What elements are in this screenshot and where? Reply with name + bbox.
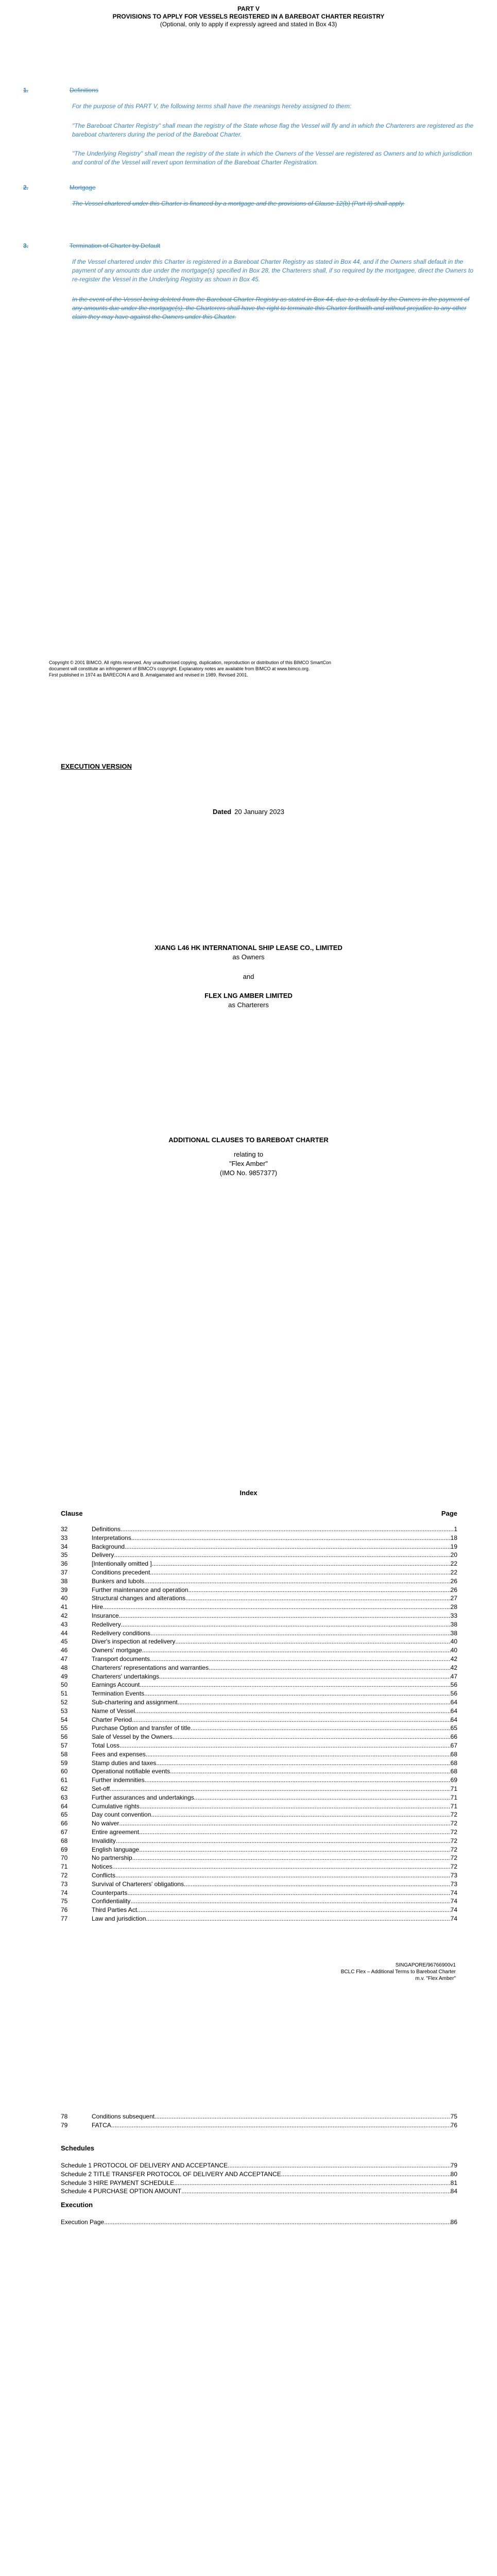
page-number: 74 — [450, 1897, 457, 1905]
page-number: 18 — [450, 1534, 457, 1541]
leader-dots — [131, 1534, 451, 1542]
index-row — [61, 1698, 457, 1706]
page-number: 81 — [450, 2179, 457, 2187]
page-number: 28 — [450, 1603, 457, 1611]
schedule-title: Schedule 3 HIRE PAYMENT SCHEDULE — [61, 2179, 175, 2187]
leader-dots — [116, 1837, 451, 1845]
page-header: Page — [441, 1510, 457, 1517]
page-number: 72 — [450, 1845, 457, 1853]
leader-dots — [121, 1525, 454, 1533]
leader-dots — [188, 1586, 450, 1594]
index-row — [61, 1672, 457, 1681]
page-number: 64 — [450, 1716, 457, 1723]
index-row — [61, 1681, 457, 1689]
leader-dots — [170, 1767, 451, 1775]
clause-number: 43 — [61, 1620, 68, 1628]
index-row — [61, 1880, 457, 1888]
page-number: 42 — [450, 1655, 457, 1663]
page-number: 1 — [454, 1526, 457, 1533]
page-number: 72 — [450, 1820, 457, 1827]
clause-title: Sub-chartering and assignment — [92, 1699, 178, 1706]
index-row — [61, 1862, 457, 1871]
leader-dots — [194, 1793, 451, 1802]
clause-title: Further maintenance and operation — [92, 1586, 188, 1594]
page-number: 73 — [450, 1872, 457, 1879]
cover-page — [0, 762, 497, 1340]
clause-title: Confidentiality — [92, 1897, 131, 1905]
part-v-title: PART V PROVISIONS TO APPLY FOR VESSELS REGISTERED IN A BAREBOAT CHARTER REGISTRY — [112, 5, 385, 20]
index-row — [61, 1837, 457, 1845]
leader-dots — [174, 2179, 451, 2187]
clause-number: 69 — [61, 1845, 68, 1853]
index-row — [61, 1776, 457, 1784]
page-number: 20 — [450, 1551, 457, 1559]
leader-dots — [111, 2121, 451, 2129]
clause-number: 39 — [61, 1586, 68, 1594]
page-number: 72 — [450, 1811, 457, 1819]
clause-number: 75 — [61, 1897, 68, 1905]
leader-dots — [140, 1681, 450, 1689]
clause-number: 48 — [61, 1664, 68, 1671]
clause-title: Charter Period — [92, 1716, 132, 1723]
page-number: 22 — [450, 1569, 457, 1576]
index-row — [61, 1802, 457, 1810]
clause-title: Interpretations — [92, 1534, 131, 1541]
copyright-notice: Copyright © 2001 BIMCO. All rights reserved. Any unauthorised copying, duplication, reproduction or distribution of this BIMCO SmartCon document will constitute an infringement of BIMCO's copyright. Explanatory notes are available from BIMCO at www.bimco.org. First published in 1974 as BARECON A and B. Amalgamated and revised in 1989. Revised 2001. — [49, 660, 331, 677]
leader-dots — [150, 1568, 450, 1577]
index-row — [61, 1819, 457, 1827]
clause-title: Counterparts — [92, 1889, 128, 1896]
clause-number: 33 — [61, 1534, 68, 1541]
clause-title: Bunkers and lubols — [92, 1577, 145, 1585]
leader-dots — [146, 1750, 451, 1758]
index-row — [61, 1785, 457, 1793]
index-row — [61, 1525, 457, 1533]
clause-number: 35 — [61, 1551, 68, 1559]
clause-title: Conflicts — [92, 1872, 116, 1879]
page-number: 74 — [450, 1915, 457, 1922]
clause-number: 32 — [61, 1526, 68, 1533]
clause-title: Name of Vessel — [92, 1707, 135, 1715]
section-2-para-1: The Vessel chartered under this Charter is financed by a mortgage and the provisions of Clause 12(b) (Part II) shall apply. — [72, 200, 405, 207]
leader-dots — [175, 1637, 450, 1646]
additional-clauses-title: ADDITIONAL CLAUSES TO BAREBOAT CHARTER — [168, 1136, 329, 1144]
page-number: 42 — [450, 1664, 457, 1671]
leader-dots — [144, 1577, 451, 1585]
clause-title: Notices — [92, 1863, 113, 1871]
index-row — [61, 1560, 457, 1568]
clause-number: 64 — [61, 1802, 68, 1810]
section-1-para-2: "The Bareboat Charter Registry" shall mean the registry of the State whose flag the Vessel will fly and in which the Charterers are registered as the bareboat charterers during the period of the Bareboat Charter. — [72, 122, 474, 138]
page-number: 22 — [450, 1560, 457, 1568]
clause-number: 79 — [61, 2121, 68, 2129]
clause-title: Definitions — [92, 1526, 121, 1533]
clause-title: Termination Events — [92, 1690, 145, 1698]
clause-title: Day count convention — [92, 1811, 151, 1819]
clause-title: Law and jurisdiction — [92, 1915, 146, 1922]
page-footer-1: SINGAPORE/96766900v1 BCLC Flex – Additional Terms to Bareboat Charter m.v. "Flex Amber" — [340, 1962, 456, 1981]
index-row — [61, 1568, 457, 1577]
leader-dots — [139, 1845, 451, 1854]
index-row — [61, 1707, 457, 1715]
page-number: 71 — [450, 1785, 457, 1792]
execution-page-row: Execution Page ..... 86 — [61, 2218, 457, 2226]
page-number: 38 — [450, 1620, 457, 1628]
leader-dots — [137, 1906, 451, 1914]
clause-title: Fees and expenses — [92, 1750, 146, 1758]
clause-title: Conditions precedent — [92, 1569, 150, 1576]
index-row — [61, 1810, 457, 1819]
clause-number: 51 — [61, 1690, 68, 1698]
index-row — [61, 1828, 457, 1836]
clause-title: Sale of Vessel by the Owners — [92, 1733, 173, 1741]
clause-title: Further assurances and undertakings — [92, 1793, 194, 1801]
clause-number: 53 — [61, 1707, 68, 1715]
schedule-title: Schedule 2 TITLE TRANSFER PROTOCOL OF DELIVERY AND ACCEPTANCE — [61, 2170, 281, 2178]
section-3-para-1: If the Vessel chartered under this Charter is registered in a Bareboat Charter Registry as stated in Box 44, and if the Owners shall default in the payment of any amounts due under the mortgage(s) specified in Box 28, the Charterers shall, if so required by the mortgagee, direct the Owners to re-register the Vessel in the Underlying Registry as shown in Box 45. — [72, 258, 474, 283]
clause-number: 44 — [61, 1629, 68, 1637]
page-number: 69 — [450, 1776, 457, 1784]
page-number: 68 — [450, 1759, 457, 1767]
index-row — [61, 1543, 457, 1551]
leader-dots — [228, 2161, 451, 2170]
page-number: 74 — [450, 1889, 457, 1896]
clause-title: Structural changes and alterations — [92, 1595, 186, 1602]
index-row — [61, 1594, 457, 1602]
dated-line: Dated 20 January 2023 — [213, 808, 284, 816]
clause-title: [Intentionally omitted ] — [92, 1560, 152, 1568]
page-number: 71 — [450, 1802, 457, 1810]
leader-dots — [114, 1551, 450, 1559]
leader-dots — [152, 1560, 451, 1568]
relating-block: relating to "Flex Amber" (IMO No. 9857377) — [219, 1150, 278, 1177]
index-row — [61, 1914, 457, 1923]
clause-number: 57 — [61, 1742, 68, 1749]
section-1-para-1: For the purpose of this PART V, the following terms shall have the meanings hereby assigned to them: — [72, 103, 352, 110]
leader-dots — [146, 1914, 450, 1923]
clause-title: Hire — [92, 1603, 104, 1611]
page-number: 66 — [450, 1733, 457, 1741]
leader-dots — [121, 1620, 451, 1629]
leader-dots — [181, 2187, 451, 2195]
page-number: 26 — [450, 1577, 457, 1585]
leader-dots — [159, 1672, 451, 1681]
clause-title: FATCA — [92, 2121, 111, 2129]
clause-title: Stamp duties and taxes — [92, 1759, 157, 1767]
page-number: 72 — [450, 1828, 457, 1836]
page-number: 47 — [450, 1672, 457, 1680]
clause-title: Redelivery conditions — [92, 1629, 151, 1637]
execution-heading: Execution — [61, 2201, 93, 2209]
clause-title: Third Parties Act — [92, 1906, 138, 1914]
page-number: 84 — [450, 2188, 457, 2195]
clause-title: Conditions subsequent — [92, 2113, 155, 2120]
leader-dots — [119, 1819, 450, 1827]
leader-dots — [144, 1689, 451, 1698]
index-row — [61, 1655, 457, 1663]
clause-number: 78 — [61, 2113, 68, 2120]
clause-title: No waiver — [92, 1820, 119, 1827]
leader-dots — [178, 1698, 451, 1706]
page-number: 72 — [450, 1863, 457, 1871]
leader-dots — [184, 1880, 451, 1888]
index-row — [61, 1871, 457, 1879]
clause-title: Background — [92, 1543, 125, 1550]
clause-number: 72 — [61, 1872, 68, 1879]
page-number: 76 — [450, 2121, 457, 2129]
index-row — [61, 1603, 457, 1611]
leader-dots — [140, 1802, 451, 1810]
and-text: and — [243, 973, 254, 980]
leader-dots — [191, 1724, 451, 1732]
page-number: 19 — [450, 1543, 457, 1550]
page-number: 26 — [450, 1586, 457, 1594]
clause-title: Charterers' representations and warranties — [92, 1664, 209, 1671]
page-number: 75 — [450, 2113, 457, 2120]
clause-title: Entire agreement — [92, 1828, 140, 1836]
leader-dots — [142, 1646, 451, 1654]
leader-dots — [139, 1828, 451, 1836]
leader-dots — [132, 1854, 451, 1862]
page-number: 71 — [450, 1793, 457, 1801]
page-number: 68 — [450, 1768, 457, 1775]
index-title: Index — [239, 1489, 258, 1497]
leader-dots — [185, 1594, 451, 1602]
clause-title: Transport documents — [92, 1655, 150, 1663]
leader-dots — [115, 1871, 451, 1879]
clause-title: Total Loss — [92, 1742, 120, 1749]
leader-dots — [156, 1759, 450, 1767]
clause-number: 36 — [61, 1560, 68, 1568]
leader-dots — [110, 1785, 451, 1793]
clause-title: Delivery — [92, 1551, 114, 1559]
index-row — [61, 1646, 457, 1654]
page-number: 40 — [450, 1647, 457, 1654]
section-1-heading: 1. Definitions — [23, 87, 99, 94]
leader-dots — [112, 1862, 451, 1871]
leader-dots — [173, 1733, 451, 1741]
index-row — [61, 1845, 457, 1854]
clause-number: 45 — [61, 1638, 68, 1646]
index-row — [61, 1534, 457, 1542]
index-row — [61, 1897, 457, 1905]
index-row — [61, 1733, 457, 1741]
clause-title: Purchase Option and transfer of title — [92, 1724, 191, 1732]
page-number: 64 — [450, 1707, 457, 1715]
part-v-subtitle: (Optional, only to apply if expressly agreed and stated in Box 43) — [160, 21, 337, 28]
leader-dots — [150, 1655, 451, 1663]
page-number: 38 — [450, 1629, 457, 1637]
clause-number: 41 — [61, 1603, 68, 1611]
clause-title: No partnership — [92, 1854, 132, 1862]
index-row — [61, 1637, 457, 1646]
schedule-title: Schedule 1 PROTOCOL OF DELIVERY AND ACCEPTANCE — [61, 2162, 228, 2169]
index-row — [61, 1551, 457, 1559]
index-row — [61, 1577, 457, 1585]
clause-number: 52 — [61, 1699, 68, 1706]
index-row — [61, 1716, 457, 1724]
leader-dots — [119, 1612, 451, 1620]
clause-number: 70 — [61, 1854, 68, 1862]
section-2-heading: 2. Mortgage — [23, 184, 96, 191]
clause-number: 46 — [61, 1647, 68, 1654]
section-3-para-2: In the event of the Vessel being deleted from the Bareboat Charter Registry as stated in Box 44, due to a default by the Owners in the payment of any amounts due under the mortgage(s), the Charterers shall have the right to terminate this Charter forthwith and without prejudice to any other claim they may have against the Owners under this Charter. — [72, 296, 470, 320]
schedules-heading: Schedules — [61, 2144, 95, 2152]
section-1-para-3: "The Underlying Registry" shall mean the registry of the state in which the Owners of the Vessel are registered as Owners and to which jurisdiction and control of the Vessel will revert upon termination of the Bareboat Charter Registration. — [72, 150, 472, 166]
execution-version-label: EXECUTION VERSION — [61, 762, 132, 770]
page-number: 56 — [450, 1690, 457, 1698]
leader-dots — [103, 1603, 451, 1611]
page-number: 72 — [450, 1854, 457, 1862]
leader-dots — [150, 1629, 451, 1637]
clause-title: Operational notifiable events — [92, 1768, 170, 1775]
index-row — [61, 1620, 457, 1629]
page-number: 72 — [450, 1837, 457, 1844]
schedule-row — [61, 2170, 457, 2178]
clause-title: Owners' mortgage — [92, 1647, 142, 1654]
clause-number: 73 — [61, 1880, 68, 1888]
page-number: 80 — [450, 2170, 457, 2178]
leader-dots — [119, 1741, 451, 1750]
index-row — [61, 1906, 457, 1914]
clause-number: 49 — [61, 1672, 68, 1680]
clause-number: 67 — [61, 1828, 68, 1836]
leader-dots — [135, 1707, 451, 1715]
clause-number: 62 — [61, 1785, 68, 1792]
index-row — [61, 1889, 457, 1897]
clause-title: Redelivery — [92, 1620, 121, 1628]
owner-role: as Owners — [232, 953, 265, 961]
clause-title: English language — [92, 1845, 140, 1853]
leader-dots — [151, 1810, 450, 1819]
index-row — [61, 1767, 457, 1775]
clause-title: Set-off — [92, 1785, 110, 1792]
page-number: 74 — [450, 1906, 457, 1914]
page-number: 67 — [450, 1742, 457, 1749]
leader-dots — [132, 1716, 451, 1724]
schedule-row — [61, 2161, 457, 2170]
leader-dots — [125, 1543, 451, 1551]
page-number: 56 — [450, 1681, 457, 1689]
clause-number: 40 — [61, 1595, 68, 1602]
leader-dots — [281, 2170, 451, 2178]
section-3-heading: 3. Termination of Charter by Default — [23, 242, 161, 249]
index-row — [61, 1612, 457, 1620]
schedule-row — [61, 2179, 457, 2187]
index-row — [61, 1724, 457, 1732]
part-v-page — [0, 0, 497, 711]
clause-title: Survival of Charterers' obligations — [92, 1880, 184, 1888]
schedule-title: Schedule 4 PURCHASE OPTION AMOUNT — [61, 2188, 182, 2195]
clause-number: 38 — [61, 1577, 68, 1585]
leader-dots — [209, 1664, 451, 1672]
clause-number: 56 — [61, 1733, 68, 1741]
charterer-role: as Charterers — [228, 1001, 269, 1009]
index-row — [61, 1793, 457, 1802]
page-number: 68 — [450, 1750, 457, 1758]
clause-title: Further indemnities — [92, 1776, 145, 1784]
index-row — [61, 2112, 457, 2121]
schedule-row — [61, 2187, 457, 2195]
leader-dots — [130, 1897, 450, 1905]
clause-title: Diver's inspection at redelivery — [92, 1638, 176, 1646]
index-row — [61, 1741, 457, 1750]
clause-number: 61 — [61, 1776, 68, 1784]
page-number: 65 — [450, 1724, 457, 1732]
clause-number: 60 — [61, 1768, 68, 1775]
page-number: 27 — [450, 1595, 457, 1602]
owner-name: XIANG L46 HK INTERNATIONAL SHIP LEASE CO., LIMITED — [155, 944, 342, 952]
clause-number: 47 — [61, 1655, 68, 1663]
clause-number: 71 — [61, 1863, 68, 1871]
clause-number: 68 — [61, 1837, 68, 1844]
clause-number: 55 — [61, 1724, 68, 1732]
page-number: 40 — [450, 1638, 457, 1646]
index-row — [61, 1664, 457, 1672]
clause-number: 58 — [61, 1750, 68, 1758]
clause-number: 63 — [61, 1793, 68, 1801]
leader-dots — [155, 2112, 451, 2121]
clause-number: 76 — [61, 1906, 68, 1914]
clause-header: Clause — [61, 1510, 83, 1517]
index-row — [61, 2121, 457, 2129]
clause-number: 50 — [61, 1681, 68, 1689]
clause-title: Insurance — [92, 1612, 119, 1619]
leader-dots — [145, 1776, 451, 1784]
page-number: 33 — [450, 1612, 457, 1619]
clause-number: 42 — [61, 1612, 68, 1619]
index-row — [61, 1629, 457, 1637]
clause-number: 59 — [61, 1759, 68, 1767]
page-number: 79 — [450, 2162, 457, 2169]
clause-number: 77 — [61, 1915, 68, 1922]
page-number: 73 — [450, 1880, 457, 1888]
clause-number: 37 — [61, 1569, 68, 1576]
index-row — [61, 1586, 457, 1594]
clause-number: 74 — [61, 1889, 68, 1896]
clause-title: Invalidity — [92, 1837, 116, 1844]
clause-number: 34 — [61, 1543, 68, 1550]
clause-number: 65 — [61, 1811, 68, 1819]
page-number: 64 — [450, 1699, 457, 1706]
charterer-name: FLEX LNG AMBER LIMITED — [204, 992, 293, 999]
index-row — [61, 1689, 457, 1698]
clause-title: Earnings Account — [92, 1681, 140, 1689]
clause-title: Cumulative rights — [92, 1802, 140, 1810]
index-row — [61, 1759, 457, 1767]
leader-dots — [127, 1889, 450, 1897]
index-row — [61, 1854, 457, 1862]
clause-number: 54 — [61, 1716, 68, 1723]
index-row — [61, 1750, 457, 1758]
clause-number: 66 — [61, 1820, 68, 1827]
clause-title: Charterers' undertakings — [92, 1672, 160, 1680]
